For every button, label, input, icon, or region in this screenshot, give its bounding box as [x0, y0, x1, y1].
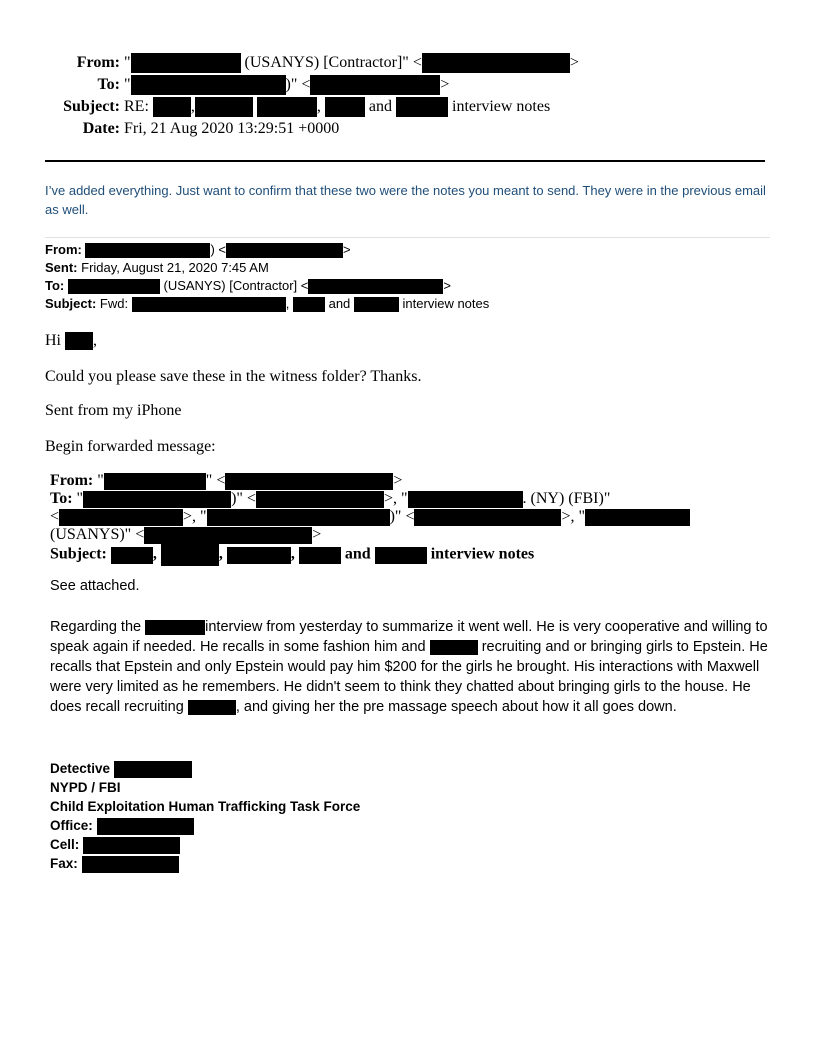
redaction [161, 544, 219, 566]
inner-from-row [50, 472, 402, 490]
inner-subject-and: and [344, 545, 371, 563]
inner-to-label: To: [50, 490, 73, 507]
message-line-1: Could you please save these in the witness folder? Thanks. [45, 368, 422, 385]
para-part-4: , and giving her the pre massage speech about how it all goes down. [235, 699, 677, 715]
inner-line-3 [50, 508, 690, 526]
redaction [145, 620, 205, 635]
forward-sent-label: Sent: [45, 260, 78, 275]
forward-subject-label: Subject: [45, 296, 97, 311]
redaction [396, 97, 448, 117]
redaction [207, 509, 390, 526]
to-quote: " [124, 76, 131, 93]
from-quote: " [124, 54, 131, 71]
redaction [111, 547, 153, 564]
redaction [131, 75, 286, 95]
forward-divider [45, 237, 770, 238]
redaction [65, 332, 93, 350]
greeting-hi: Hi [45, 332, 61, 349]
redaction [299, 547, 341, 564]
redaction [114, 761, 192, 778]
signature-title-row [50, 759, 192, 778]
reply-text: I’ve added everything. Just want to confirm that these two were the notes you meant to send. They were in the previous email as well. [45, 183, 766, 217]
inner-subject-row: Subject: , , , and interview notes [50, 544, 534, 566]
signature-org1: NYPD / FBI [50, 780, 121, 795]
redaction [225, 473, 393, 490]
header-subject-row: Subject: RE: , , and interview notes [0, 96, 816, 118]
inner-to-fbi: . (NY) (FBI)" [522, 490, 611, 507]
redaction [585, 509, 690, 526]
forward-to-org: (USANYS) [Contractor] < [163, 278, 309, 293]
inner-line3-mid3: >, " [561, 508, 586, 525]
redaction [308, 279, 443, 294]
forward-to-label: To: [45, 278, 65, 293]
redaction [83, 491, 231, 508]
inner-line-4 [50, 526, 321, 544]
forward-subject-post: interview notes [402, 296, 490, 311]
redaction [82, 856, 179, 873]
inner-from-end: > [393, 472, 403, 489]
redaction [131, 53, 241, 73]
redaction [195, 97, 253, 117]
see-attached: See attached. [50, 578, 140, 594]
redaction [166, 297, 234, 312]
redaction [422, 53, 570, 73]
redaction [408, 491, 523, 508]
redaction [144, 527, 312, 544]
header-from-label: From: [76, 54, 120, 71]
inner-line4-end: > [312, 526, 322, 543]
forward-subject-comma: , [285, 296, 290, 311]
inner-to-mid: )" < [231, 490, 256, 507]
redaction [227, 547, 291, 564]
header-subject-label: Subject: [63, 98, 120, 115]
to-end: > [440, 76, 450, 93]
para-part-1: Regarding the [50, 619, 142, 635]
redaction [354, 297, 399, 312]
redaction [234, 297, 286, 312]
forward-from-mid: ) < [210, 242, 227, 257]
redaction [153, 97, 191, 117]
redaction [430, 640, 478, 655]
inner-line3-pre: < [50, 508, 60, 525]
inner-subject-post: interview notes [430, 545, 535, 563]
message-line-2: Sent from my iPhone [45, 402, 182, 419]
header-from-row [0, 52, 816, 74]
redaction [310, 75, 440, 95]
redaction [59, 509, 183, 526]
greeting-comma: , [93, 332, 97, 349]
signature-fax-row [50, 854, 179, 873]
redaction [188, 700, 236, 715]
redaction [325, 97, 365, 117]
redaction [83, 837, 180, 854]
redaction [104, 473, 206, 490]
inner-subject-comma: , [152, 545, 157, 563]
redaction [293, 297, 325, 312]
to-mid: )" < [285, 76, 311, 93]
inner-subject-label: Subject: [50, 545, 107, 563]
redaction [68, 279, 160, 294]
redaction [256, 491, 384, 508]
forward-to-row [45, 277, 451, 295]
forward-to-end: > [443, 278, 451, 293]
notes-paragraph [50, 617, 770, 717]
inner-from-label: From: [50, 472, 94, 489]
inner-from-pre: " [97, 472, 104, 489]
signature-cell-label: Cell: [50, 837, 80, 852]
redaction [132, 297, 166, 312]
redaction [414, 509, 561, 526]
inner-to-pre: " [76, 490, 84, 507]
header-date-value: Fri, 21 Aug 2020 13:29:51 +0000 [124, 120, 340, 137]
forward-sent-row [45, 259, 269, 277]
forward-sent-value: Friday, August 21, 2020 7:45 AM [81, 260, 269, 275]
redaction [226, 243, 343, 258]
inner-to-mid2: >, " [383, 490, 408, 507]
signature-fax-label: Fax: [50, 856, 78, 871]
header-date-label: Date: [82, 120, 120, 137]
forward-from-label: From: [45, 242, 82, 257]
signature-office-label: Office: [50, 818, 93, 833]
forward-subject-prefix: Fwd: [99, 296, 129, 311]
para-part-2: interview from yesterday to summarize it went well. He is very cooperative and willing to speak again if needed. He recalls in some fashion him and [50, 619, 768, 655]
redaction [375, 547, 427, 564]
inner-to-row [50, 490, 610, 508]
message-line-3: Begin forwarded message: [45, 438, 216, 455]
signature-org2: Child Exploitation Human Trafficking Task Force [50, 799, 361, 814]
subject-prefix: RE: [124, 98, 149, 115]
greeting [45, 332, 97, 350]
inner-line3-mid: >, " [183, 508, 207, 525]
forward-subject-and: and [328, 296, 351, 311]
inner-line4-pre: (USANYS)" < [50, 526, 145, 543]
para-part-3: recruiting and or bringing girls to Epstein. He recalls that Epstein and only Epstein would pay him $200 for the girls he brought. His interactions with Maxwell were very limited as he remembers. He didn't seem to think they chatted about bringing girls to the house. He does recall recruiting [50, 639, 768, 715]
subject-post: interview notes [452, 98, 551, 115]
redaction [257, 97, 317, 117]
header-date-row [0, 118, 816, 140]
from-end: > [569, 54, 579, 71]
header-to-row [0, 74, 816, 96]
inner-line3-mid2: )" < [389, 508, 415, 525]
header-divider [45, 160, 765, 162]
forward-from-row [45, 241, 351, 259]
header-from-org: (USANYS) [Contractor]" < [244, 54, 422, 71]
inner-from-mid: " < [205, 472, 226, 489]
redaction [97, 818, 194, 835]
header-to-label: To: [97, 76, 120, 93]
signature-office-row [50, 816, 194, 835]
signature-cell-row [50, 835, 180, 854]
subject-and: and [368, 98, 392, 115]
forward-subject-row [45, 295, 489, 313]
redaction [85, 243, 210, 258]
forward-from-end: > [343, 242, 351, 257]
signature-title: Detective [50, 761, 111, 776]
